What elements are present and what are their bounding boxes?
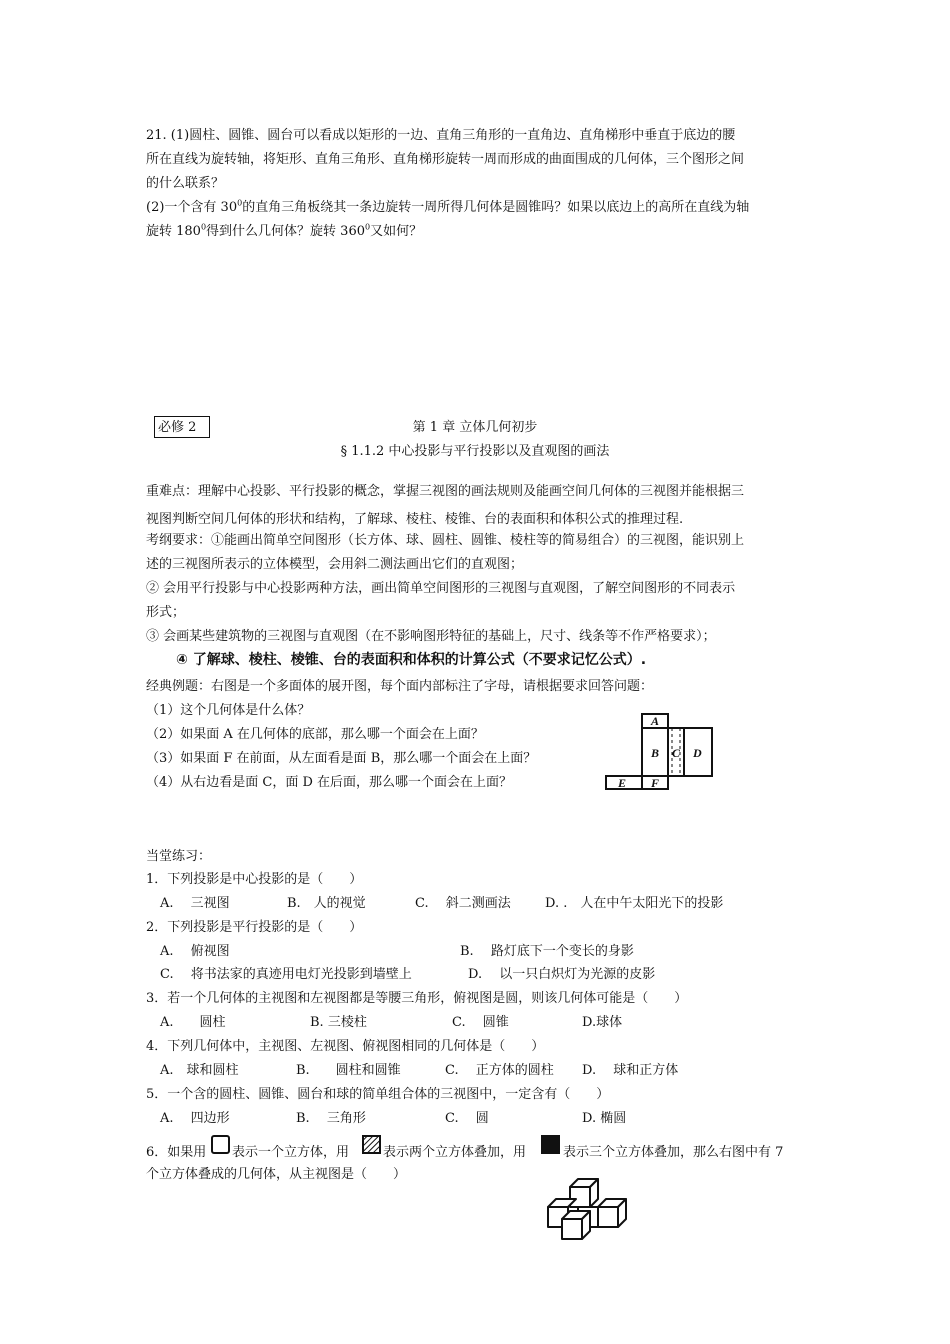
q3-option-a: A. 圆柱 [160, 1015, 226, 1030]
requirements-line4: 形式； [146, 605, 186, 620]
net-label-d: D [693, 746, 702, 760]
q5-option-c: C. 圆 [445, 1111, 489, 1126]
q3-option-c: C. 圆锥 [452, 1015, 509, 1030]
q1-option-b: B. 人的视觉 [287, 896, 366, 911]
q1-option-d: D. . 人在中午太阳光下的投影 [545, 896, 724, 911]
requirements-line1: 考纲要求：①能画出简单空间图形（长方体、球、圆柱、圆锥、棱柱等的简易组合）的三视图，能识别上 [146, 533, 745, 548]
example-q3: （3）如果面 F 在前面，从左面看是面 B，那么哪一个面会在上面？ [146, 751, 537, 766]
q21-line3: 的什么联系？ [146, 176, 225, 191]
q2-option-b: B. 路灯底下一个变长的身影 [460, 944, 634, 959]
practice-q2: 2．下列投影是平行投影的是（ ） [146, 920, 363, 935]
q5-option-d: D. 椭圆 [582, 1111, 627, 1126]
practice-q6-part3: 表示两个立方体叠加，用 [383, 1145, 527, 1160]
practice-q1: 1．下列投影是中心投影的是（ ） [146, 872, 363, 887]
net-label-e: E [618, 776, 627, 790]
requirements-line6: ④ 了解球、棱柱、棱锥、台的表面积和体积的计算公式（不要求记忆公式）. [176, 652, 647, 668]
q2-option-d: D. 以一只白炽灯为光源的皮影 [468, 967, 656, 982]
q4-option-d: D. 球和正方体 [582, 1063, 679, 1078]
practice-q6-part4: 表示三个立方体叠加，那么右图中有 7 [563, 1145, 784, 1160]
net-label-b: B [651, 746, 660, 760]
practice-q4: 4．下列几何体中，主视图、左视图、俯视图相同的几何体是（ ） [146, 1039, 545, 1054]
section-title: § 1.1.2 中心投影与平行投影以及直观图的画法 [340, 444, 610, 459]
example-q4: （4）从右边看是面 C，面 D 在后面，那么哪一个面会在上面？ [146, 775, 513, 790]
q21-line2: 所在直线为旋转轴，将矩形、直角三角形、直角梯形旋转一周而形成的曲面围成的几何体，三个图形之间 [146, 152, 745, 167]
triple-cube-icon [541, 1135, 561, 1155]
net-label-f: F [651, 776, 660, 790]
practice-q3: 3．若一个几何体的主视图和左视图都是等腰三角形，俯视图是圆，则该几何体可能是（ ） [146, 991, 688, 1006]
net-label-a: A [651, 714, 660, 728]
key-points-line2: 视图判断空间几何体的形状和结构，了解球、棱柱、棱锥、台的表面积和体积公式的推理过程. [146, 512, 684, 527]
practice-q6-part2: 表示一个立方体，用 [232, 1145, 350, 1160]
q2-option-c: C. 将书法家的真迹用电灯光投影到墙壁上 [160, 967, 412, 982]
q5-option-b: B. 三角形 [296, 1111, 366, 1126]
polyhedron-net-figure [600, 712, 720, 792]
example-intro: 经典例题：右图是一个多面体的展开图，每个面内部标注了字母，请根据要求回答问题： [146, 679, 654, 694]
double-cube-icon [362, 1135, 382, 1155]
practice-q5: 5．一个含的圆柱、圆锥、圆台和球的简单组合体的三视图中，一定含有（ ） [146, 1087, 610, 1102]
q21-line4: (2)一个含有 $30^0$的直角三角板绕其一条边旋转一周所得几何体是圆锥吗？如果以底边上的高所在直线为轴 [146, 198, 750, 215]
practice-q6-line2: 个立方体叠成的几何体，从主视图是（ ） [146, 1167, 407, 1182]
requirements-line3: ② 会用平行投影与中心投影两种方法，画出简单空间图形的三视图与直观图，了解空间图形的不同表示 [146, 581, 736, 596]
course-badge: 必修 2 [154, 416, 210, 438]
q3-option-d: D.球体 [582, 1015, 623, 1030]
single-cube-icon [211, 1135, 231, 1155]
q4-option-b: B. 圆柱和圆锥 [296, 1063, 401, 1078]
key-points-line1: 重难点：理解中心投影、平行投影的概念，掌握三视图的画法规则及能画空间几何体的三视图并能根据三 [146, 484, 745, 499]
q21-line1: 21. (1)圆柱、圆锥、圆台可以看成以矩形的一边、直角三角形的一直角边、直角梯形中垂直于底边的腰 [146, 128, 736, 143]
q1-option-a: A. 三视图 [160, 896, 230, 911]
q4-option-a: A. 球和圆柱 [160, 1063, 239, 1078]
chapter-title: 第 1 章 立体几何初步 [412, 420, 538, 435]
requirements-line2: 述的三视图所表示的立体模型，会用斜二测法画出它们的直观图； [146, 557, 524, 572]
q3-option-b: B. 三棱柱 [310, 1015, 367, 1030]
example-q1: （1）这个几何体是什么体？ [146, 703, 311, 718]
stacked-cubes-figure [540, 1170, 640, 1248]
practice-q6-part1: 6．如果用 [146, 1145, 207, 1160]
q21-line5: 旋转 $180^0$得到什么几何体？旋转 $360^0$又如何？ [146, 222, 423, 239]
example-q2: （2）如果面 A 在几何体的底部，那么哪一个面会在上面？ [146, 727, 484, 742]
q2-option-a: A. 俯视图 [160, 944, 230, 959]
q1-option-c: C. 斜二测画法 [415, 896, 511, 911]
q5-option-a: A. 四边形 [160, 1111, 230, 1126]
requirements-line5: ③ 会画某些建筑物的三视图与直观图（在不影响图形特征的基础上，尺寸、线条等不作严格要求）； [146, 629, 716, 644]
q4-option-c: C. 正方体的圆柱 [445, 1063, 554, 1078]
net-label-c: C [672, 746, 681, 760]
practice-title: 当堂练习： [146, 849, 212, 864]
